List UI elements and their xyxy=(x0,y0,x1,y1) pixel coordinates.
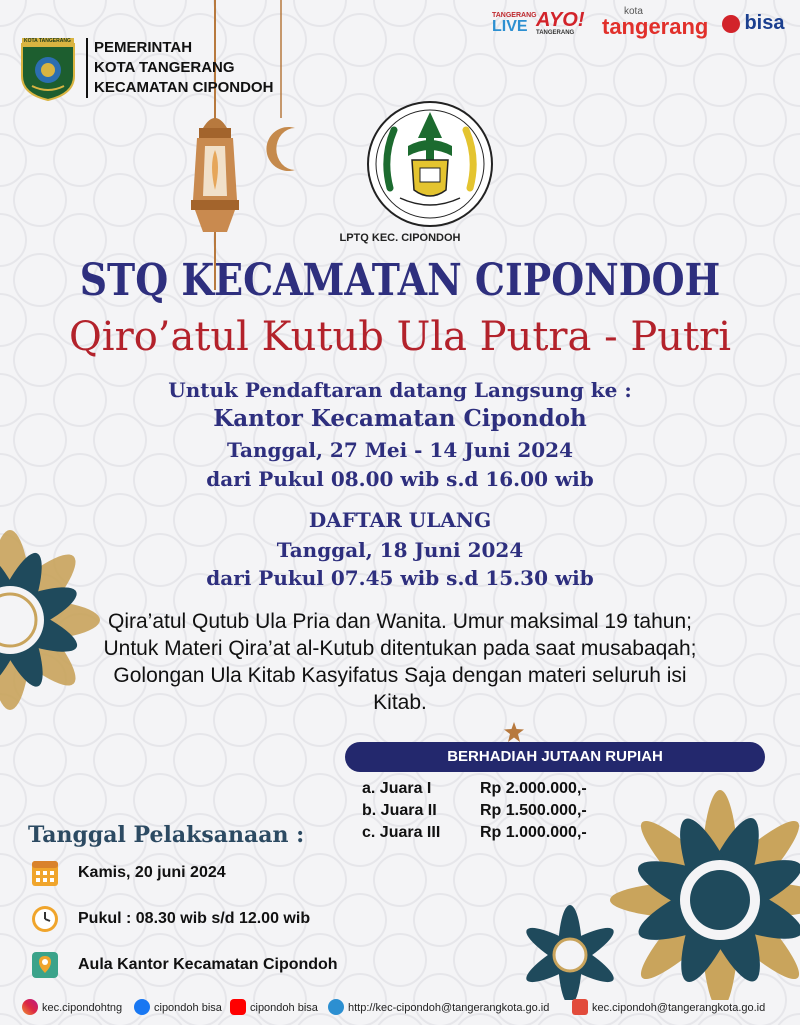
instagram-handle: kec.cipondohtng xyxy=(42,1002,123,1014)
gov-line-2: KOTA TANGERANG xyxy=(94,59,235,76)
facebook-icon xyxy=(134,999,150,1015)
kota-tangerang-logo: kota tangerang xyxy=(602,6,709,39)
registration-line-3: Tanggal, 27 Mei - 14 Juni 2024 xyxy=(227,438,573,462)
registration-line-2: Kantor Kecamatan Cipondoh xyxy=(213,405,587,432)
lptq-emblem xyxy=(360,98,500,230)
footer-contacts xyxy=(0,993,800,1025)
ayo-tangerang-logo: AYO! TANGERANG xyxy=(536,9,585,36)
description-line-3: Golongan Ula Kitab Kasyifatus Saja dengan materi seluruh isi xyxy=(113,664,687,687)
description-line-1: Qira’atul Qutub Ula Pria dan Wanita. Umur maksimal 19 tahun; xyxy=(108,610,692,633)
government-header xyxy=(18,36,78,100)
lptq-caption: LPTQ KEC. CIPONDOH xyxy=(339,232,461,244)
website-link[interactable]: http://kec-cipondoh@tangerangkota.go.id xyxy=(348,1002,550,1014)
registration-line-1: Untuk Pendaftaran datang Langsung ke : xyxy=(168,378,632,402)
description-line-2: Untuk Materi Qira’at al-Kutub ditentukan pada saat musabaqah; xyxy=(103,637,697,660)
reregistration-date: Tanggal, 18 Juni 2024 xyxy=(276,538,524,562)
execution-date-row xyxy=(30,858,226,888)
sponsor-logos xyxy=(490,8,795,42)
description xyxy=(40,608,760,716)
star-ornament-icon xyxy=(504,722,524,742)
youtube-handle: cipondoh bisa xyxy=(250,1002,318,1014)
email-link[interactable]: kec.cipondoh@tangerangkota.go.id xyxy=(592,1002,766,1014)
cipondoh-bisa-logo: bisa xyxy=(722,12,784,35)
prize-amount: Rp 1.000.000,- xyxy=(480,824,587,841)
gov-line-1: PEMERINTAH xyxy=(94,39,193,56)
main-title: STQ KECAMATAN CIPONDOH xyxy=(79,255,721,306)
registration-line-4: dari Pukul 08.00 wib s.d 16.00 wib xyxy=(206,467,594,491)
government-title xyxy=(86,38,273,98)
tangerang-crest-icon xyxy=(18,36,78,102)
location-pin-icon xyxy=(30,950,60,980)
clock-icon xyxy=(30,904,60,934)
calendar-icon xyxy=(30,858,60,888)
right-flower-ornament xyxy=(500,740,800,1000)
prize-amount: Rp 1.500.000,- xyxy=(480,802,587,819)
prize-row-1 xyxy=(362,780,587,798)
prize-banner: BERHADIAH JUTAAN RUPIAH xyxy=(345,742,765,772)
sub-title: Qiro’atul Kutub Ula Putra - Putri xyxy=(68,314,731,360)
prize-rank: a. Juara I xyxy=(362,780,432,797)
prize-amount: Rp 2.000.000,- xyxy=(480,780,587,797)
execution-date: Kamis, 20 juni 2024 xyxy=(78,864,226,881)
reregistration-heading: DAFTAR ULANG xyxy=(308,508,492,532)
instagram-icon xyxy=(22,999,38,1015)
reregistration-time: dari Pukul 07.45 wib s.d 15.30 wib xyxy=(206,566,594,590)
prize-row-3 xyxy=(362,824,587,842)
prize-rank: c. Juara III xyxy=(362,824,441,841)
prize-rank: b. Juara II xyxy=(362,802,437,819)
gov-line-3: KECAMATAN CIPONDOH xyxy=(94,79,274,96)
execution-time: Pukul : 08.30 wib s/d 12.00 wib xyxy=(78,910,311,927)
execution-title: Tanggal Pelaksanaan : xyxy=(28,822,305,848)
description-line-4: Kitab. xyxy=(373,691,427,714)
bisa-circle-icon xyxy=(722,15,740,33)
facebook-handle: cipondoh bisa xyxy=(154,1002,222,1014)
tangerang-live-logo: TANGERANG LIVE xyxy=(492,12,537,35)
youtube-icon xyxy=(230,999,246,1015)
execution-time-row xyxy=(30,904,311,934)
execution-place: Aula Kantor Kecamatan Cipondoh xyxy=(78,956,338,973)
crest-label: KOTA TANGERANG xyxy=(24,38,71,44)
email-icon xyxy=(572,999,588,1015)
execution-place-row xyxy=(30,950,338,980)
globe-icon xyxy=(328,999,344,1015)
prize-row-2 xyxy=(362,802,587,820)
